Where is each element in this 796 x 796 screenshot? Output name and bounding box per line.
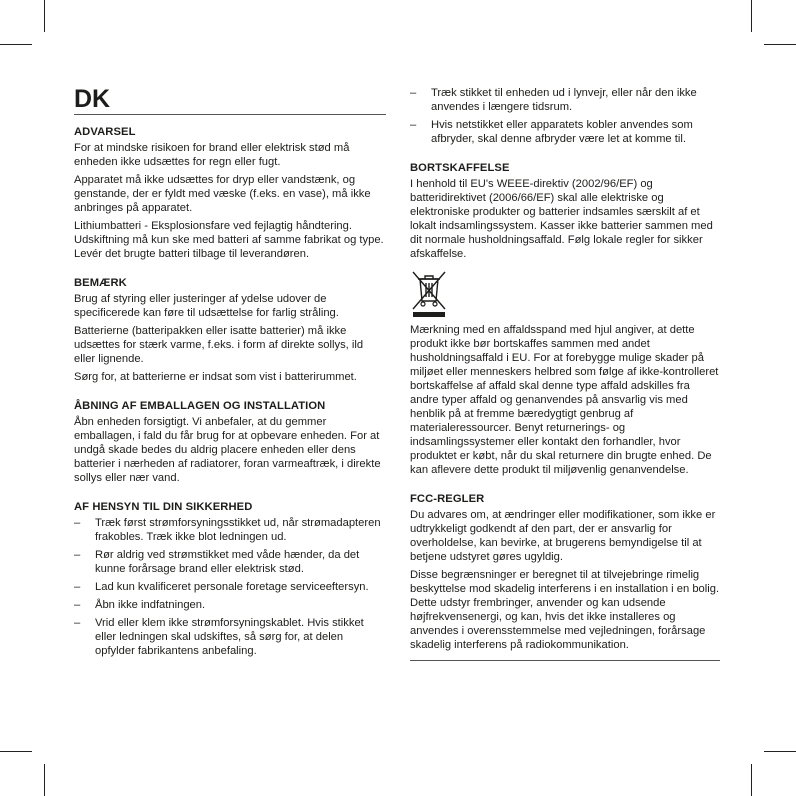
dash-bullet: – — [74, 549, 81, 561]
left-column — [74, 86, 386, 662]
crop-mark-top-left-v — [44, 0, 45, 32]
dash-bullet: – — [74, 599, 81, 611]
warning-paragraph: Lithiumbatteri - Eksplosionsfare ved fejlagtig håndtering. Udskiftning må kun ske med batteri af samme fabrikat og type. Levér det brugte batteri tilbage til leverandøren. — [74, 220, 384, 260]
fcc-section — [410, 492, 720, 652]
dash-bullet: – — [74, 617, 81, 629]
list-item-text: Træk stikket til enheden ud i lynvejr, eller når den ikke anvendes i længere tidsrum. — [431, 87, 697, 113]
safety-list-continued — [410, 86, 720, 146]
crop-mark-top-right-h — [764, 44, 796, 45]
crop-mark-bottom-left-h — [0, 751, 32, 752]
note-paragraph: Batterierne (batteripakken eller isatte batterier) må ikke udsættes for stærk varme, f.eks. i form af direkte sollys, ild eller lignende. — [74, 325, 364, 365]
list-item-text: Rør aldrig ved strømstikket med våde hænder, da det kunne forårsage brand eller elektrisk stød. — [95, 549, 360, 575]
list-item — [410, 86, 720, 114]
unpacking-section — [74, 399, 386, 485]
disposal-info-paragraph: Mærkning med en affaldsspand med hjul angiver, at dette produkt ikke bør bortskaffes sammen med andet husholdningsaffald i EU. For at forebygge mulige skader på miljøet eller menneskers helbred som følge af ikke-kontrolleret bortskaffelse af affald skal denne type affald adskilles fra andre typer affald og genanvendes på ansvarlig vis med henblik på at fremme bæredygtigt genbrug af materialeressourcer. Benyt returnerings- og indsamlingssystemer eller kontakt den forhandler, hvor produktet er købt, når du skal returnere din brugte enhed. De kan aflevere dette produkt til miljøvenlig genanvendelse. — [410, 324, 719, 476]
note-title: BEMÆRK — [74, 277, 127, 289]
safety-title: AF HENSYN TIL DIN SIKKERHED — [74, 501, 253, 513]
list-item-text: Lad kun kvalificeret personale foretage serviceeftersyn. — [95, 581, 369, 593]
right-column — [410, 86, 720, 661]
list-item-text: Træk først strømforsyningsstikket ud, når strømadapteren frakobles. Træk ikke blot ledningen ud. — [95, 517, 381, 543]
page-title: DK — [74, 86, 386, 115]
warning-title: ADVARSEL — [74, 126, 136, 138]
list-item — [74, 598, 386, 612]
crop-mark-bottom-left-v — [44, 764, 45, 796]
crop-mark-top-left-h — [0, 44, 32, 45]
fcc-paragraph: Du advares om, at ændringer eller modifikationer, som ikke er udtrykkeligt godkendt af den part, der er ansvarlig for overholdelse, kan bevirke, at brugerens bemyndigelse til at betjene udstyret gøres ugyldig. — [410, 509, 716, 563]
safety-section — [74, 500, 386, 658]
list-item — [410, 118, 720, 146]
dash-bullet: – — [74, 517, 81, 529]
note-paragraph: Sørg for, at batterierne er indsat som vist i batterirummet. — [74, 371, 357, 383]
disposal-paragraph: I henhold til EU's WEEE-direktiv (2002/96/EF) og batteridirektivet (2006/66/EF) skal alle elektriske og elektroniske produkter og batterier indsamles særskilt af et lokalt indsamlingssystem. Kasser ikke batterier sammen med dit normale husholdningsaffald. Følg lokale regler for sikker afskaffelse. — [410, 178, 713, 260]
crop-mark-bottom-right-v — [751, 764, 752, 796]
list-item — [74, 616, 386, 658]
warning-paragraph: For at mindske risikoen for brand eller elektrisk stød må enheden ikke udsættes for regn eller fugt. — [74, 142, 350, 168]
list-item — [74, 548, 386, 576]
list-item — [74, 580, 386, 594]
fcc-title: FCC-REGLER — [410, 493, 485, 505]
fcc-paragraph: Disse begrænsninger er beregnet til at tilvejebringe rimelig beskyttelse mod skadelig interferens i en installation i en bolig. Dette udstyr frembringer, anvender og kan udsende højfrekvensenergi, og kan, hvis det ikke installeres og anvendes i overensstemmelse med vejledningen, forårsage skadelig interferens på radiokommunikation. — [410, 569, 720, 651]
note-paragraph: Brug af styring eller justeringer af ydelse udover de specificerede kan føre til udsættelse for farlig stråling. — [74, 293, 339, 319]
disposal-section — [410, 161, 720, 477]
disposal-title: BORTSKAFFELSE — [410, 162, 510, 174]
safety-list — [74, 516, 386, 658]
warning-paragraph: Apparatet må ikke udsættes for dryp eller vandstænk, og genstande, der er fyldt med væske (f.eks. en vase), må ikke anbringes på apparatet. — [74, 174, 371, 214]
crop-mark-bottom-right-h — [764, 751, 796, 752]
list-item-text: Hvis netstikket eller apparatets kobler anvendes som afbryder, skal denne afbryder være let at komme til. — [431, 119, 693, 145]
dash-bullet: – — [410, 87, 417, 99]
dash-bullet: – — [74, 581, 81, 593]
list-item-text: Vrid eller klem ikke strømforsyningskablet. Hvis stikket eller ledningen skal udskiftes, så sørg for, at delen opfylder fabrikantens anbefaling. — [95, 617, 364, 657]
crop-mark-top-right-v — [751, 0, 752, 32]
dash-bullet: – — [410, 119, 417, 131]
list-item-text: Åbn ikke indfatningen. — [95, 599, 206, 611]
warning-section — [74, 125, 386, 261]
section-end-rule — [410, 660, 720, 661]
crossed-out-wheelie-bin-icon — [410, 267, 448, 319]
unpacking-paragraph: Åbn enheden forsigtigt. Vi anbefaler, at du gemmer emballagen, i fald du får brug for at opbevare enheden. For at undgå skade bedes du aldrig placere enheden eller dens batterier i nærheden af radiatorer, foran varmeaftræk, i direkte sollys eller nær vand. — [74, 416, 381, 484]
note-section — [74, 276, 386, 384]
unpacking-title: ÅBNING AF EMBALLAGEN OG INSTALLATION — [74, 400, 326, 412]
list-item — [74, 516, 386, 544]
